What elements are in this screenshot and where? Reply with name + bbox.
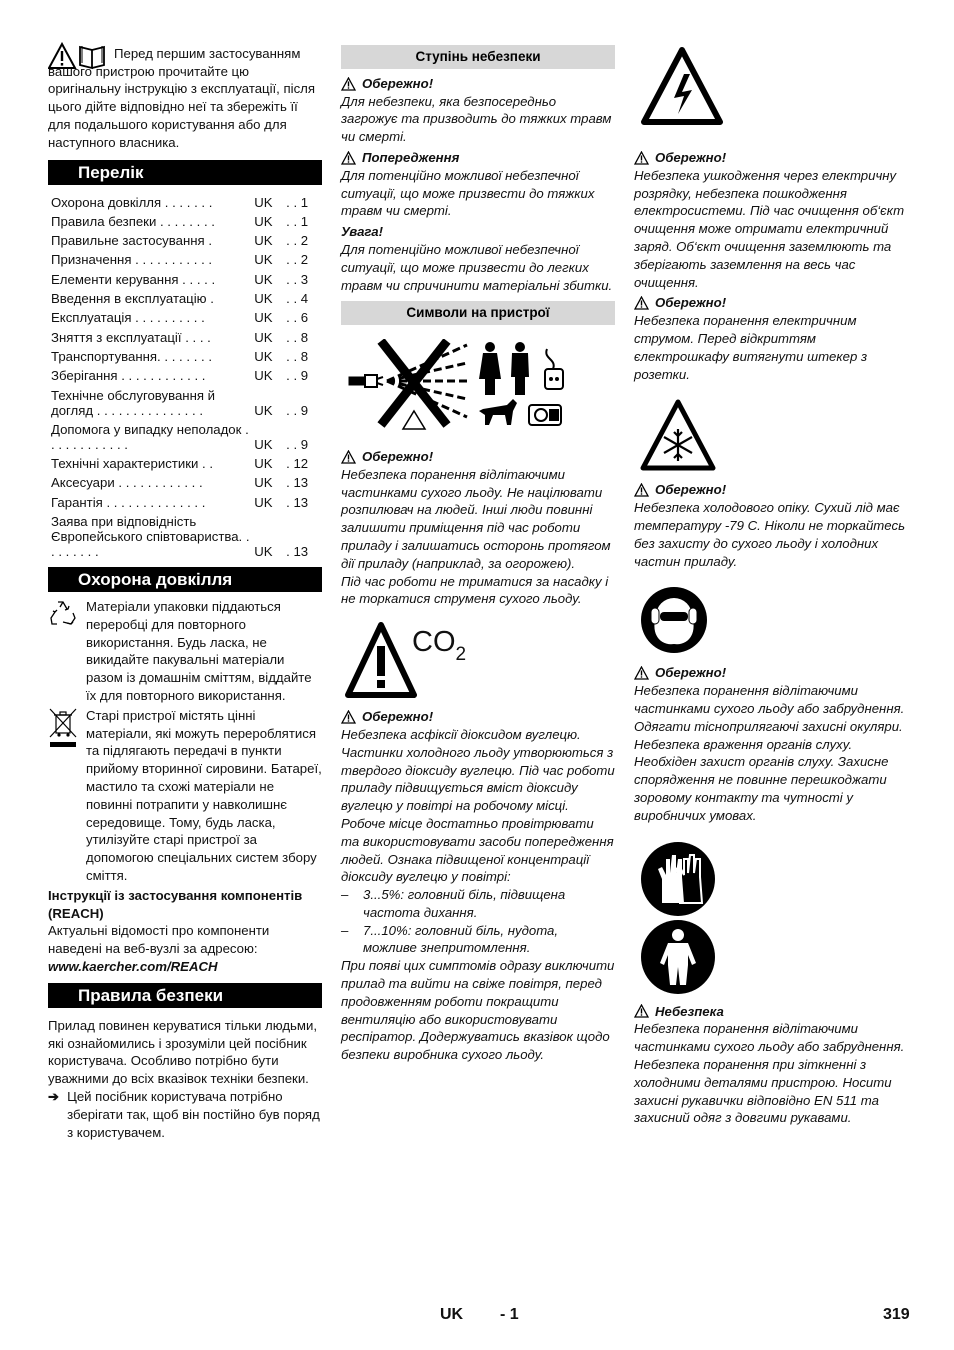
toc-item-page: . . 9 bbox=[286, 368, 309, 384]
toc-item-lang: UK bbox=[254, 402, 273, 418]
level-label: Обережно! bbox=[341, 75, 615, 93]
toc-heading: Перелік bbox=[48, 160, 322, 185]
toc-item-lang: UK bbox=[254, 271, 273, 287]
toc-item-lang: UK bbox=[254, 436, 273, 452]
toc-item-lang: UK bbox=[254, 329, 273, 345]
toc-item-title: Допомога у випадку неполадок . . . . . . . . . . . . bbox=[51, 421, 249, 452]
toc-item-page: . 13 bbox=[286, 544, 309, 560]
recycle-block bbox=[48, 598, 322, 705]
toc-item-lang: UK bbox=[254, 291, 273, 307]
safety-bullet-text: Цей посібник користувача потрібно зберігати так, щоб він постійно був поряд з користувачем. bbox=[67, 1088, 320, 1140]
toc-item-lang: UK bbox=[254, 310, 273, 326]
toc-item[interactable] bbox=[51, 514, 322, 559]
toc-item-page: . . 1 bbox=[286, 194, 309, 210]
toc-item-title: Призначення . . . . . . . . . . . bbox=[51, 252, 213, 268]
co2-warning-sign bbox=[345, 622, 615, 702]
warning-triangle-icon bbox=[341, 151, 356, 165]
safety-text: Прилад повинен керуватися тільки людьми, які ознайомились і зрозуміли цей посібник користувача. Особливо потрібно бути уважними до всіх вказівок техніки безпеки. bbox=[48, 1017, 318, 1087]
list-item: – 3...5%: головний біль, підвищена частота дихання. bbox=[341, 886, 615, 922]
symbols-heading: Символи на пристрої bbox=[341, 301, 615, 325]
co2-after-text: При появі цих симптомів одразу виключити прилад та вийти на свіже повітря, перед продовженням роботи покращити вентиляцію або використовувати респіратор. Додержуватись вказівок щодо безпеки виробника сухого льоду. bbox=[341, 958, 615, 1063]
toc-item-page: . . 9 bbox=[286, 402, 309, 418]
toc-item-title: Правила безпеки . . . . . . . . bbox=[51, 213, 215, 229]
warn-elec-text: Небезпека ушкодження через електричну розрядку, небезпека пошкодження електросистеми. Під час очищення об‘єкт очищення може отримати електричний заряд. Об‘єкт очищення заземлюють та зберігають заземлення на весь час очищення. bbox=[634, 167, 905, 290]
toc-list bbox=[51, 195, 322, 559]
toc-item-title: Зняття з експлуатації . . . . bbox=[51, 329, 211, 345]
level-text: Для потенційно можливої небезпечної ситуації, що може призвести до тяжких травм чи смерті. bbox=[341, 167, 595, 219]
toc-item-title: Зберігання . . . . . . . . . . . . bbox=[51, 368, 206, 384]
toc-item[interactable] bbox=[51, 252, 322, 267]
toc-item-page: . . 3 bbox=[286, 271, 309, 287]
toc-item-page: . . 8 bbox=[286, 329, 309, 345]
toc-item[interactable] bbox=[51, 368, 322, 383]
cold-hazard-sign bbox=[640, 399, 910, 475]
column-right bbox=[634, 46, 910, 1127]
toc-item-lang: UK bbox=[254, 494, 273, 510]
warn-ppe-text: Небезпека поранення відлітаючими частинками сухого льоду або забруднення. Одягати тіснoприлягаючі захисні окуляри. Небезпека враження органів слуху. Необхіден захист органів слуху. Захисне спорядження не повинне перешкоджати зоровому контакту та чутності у виробничих умовах. bbox=[634, 683, 905, 823]
toc-item[interactable] bbox=[51, 310, 322, 325]
warn-co2-text: Небезпека асфіксії діоксидом вуглецю. Частинки холодного льоду утворюються з твердого діоксиду вуглецю. Під час роботи приладу підвищується вміст діоксиду вуглецю у повітрі на робочому місці. Робоче місце достатньо провітрювати та використовувати засоби попередження людей. Ознака підвищеної концентрації діоксиду вуглецю у повітрі: bbox=[341, 726, 615, 885]
toc-item-title: Транспортування. . . . . . . . bbox=[51, 348, 213, 364]
toc-item[interactable] bbox=[51, 388, 322, 418]
danger-label: Небезпека bbox=[634, 1003, 910, 1021]
warn-ice-label: Обережно! bbox=[341, 448, 615, 466]
toc-item[interactable] bbox=[51, 214, 322, 229]
toc-item-page: . 13 bbox=[286, 494, 309, 510]
toc-item-title: Охорона довкілля . . . . . . . bbox=[51, 194, 213, 210]
weee-text: Старі пристрої містять цінні матеріали, які можуть перероблятися та підлягають передачі в пункти прийому вторинної сировини. Батареї, мастило та схожі матеріали не повинні потрапити у навколишнє середовище. Тому, будь ласка, утилізуйте старі пристрої за допомогою спеціальних систем збору сміття. bbox=[86, 707, 322, 883]
column-middle bbox=[341, 45, 615, 1064]
warn-ice-text: Небезпека поранення відлітаючими частинками сухого льоду. Не націлювати розпилювач на людей. Інші люди повинні залишити приміщення під час роботи приладу і залишатись осторонь протягом дії приладу (наприклад, за огорожею). bbox=[341, 466, 611, 571]
column-left bbox=[48, 40, 322, 1141]
toc-item-lang: UK bbox=[254, 368, 273, 384]
toc-item-lang: UK bbox=[254, 456, 273, 472]
warn-shock-label: Обережно! bbox=[634, 294, 910, 312]
footer-page-number: 319 bbox=[883, 1306, 910, 1323]
goggles-ear-protection-sign bbox=[640, 586, 910, 654]
toc-item-lang: UK bbox=[254, 194, 273, 210]
warn-ice-text2: Під час роботи не триматися за насадку і не торкатися струменя сухого льоду. bbox=[341, 573, 609, 607]
reach-link[interactable]: www.kaercher.com/REACH bbox=[48, 958, 218, 974]
recycle-text: Матеріали упаковки піддаються переробці для повторного використання. Будь ласка, не викидайте пакувальні матеріали разом із домашнім сміттям, віддайте їх для повторного використання. bbox=[86, 599, 312, 704]
level-text: Для потенційно можливої небезпечної ситуації, що може призвести до легких травм чи спричинити матеріальні збитки. bbox=[341, 241, 613, 293]
toc-item[interactable] bbox=[51, 456, 322, 471]
crossed-bin-icon bbox=[48, 707, 78, 885]
warn-shock-text: Небезпека поранення електричним струмом. Перед відкриттям єлектрошкафу витягнути штекер з розетки. bbox=[634, 313, 868, 382]
gloves-sign bbox=[640, 841, 910, 919]
toc-item-lang: UK bbox=[254, 544, 273, 560]
env-heading: Охорона довкілля bbox=[48, 567, 322, 592]
footer-section-page: - 1 bbox=[500, 1306, 519, 1323]
toc-item-page: . . 4 bbox=[286, 291, 309, 307]
levels-heading: Ступінь небезпеки bbox=[341, 45, 615, 69]
toc-item[interactable] bbox=[51, 195, 322, 210]
intro-text: Перед першим застосуванням вашого пристрою прочитайте цю оригінальну інструкцію з експлуатації, після цього дійте відповідно неї та збережіть її для подальшого користування або для наступного власника. bbox=[48, 45, 316, 150]
warning-triangle-icon bbox=[634, 483, 649, 497]
warn-co2-label: Обережно! bbox=[341, 708, 615, 726]
warning-triangle-icon bbox=[634, 151, 649, 165]
toc-item-title: Експлуатація . . . . . . . . . . bbox=[51, 310, 205, 326]
toc-item-title: Правильне застосування . bbox=[51, 233, 212, 249]
toc-item-lang: UK bbox=[254, 252, 273, 268]
toc-item[interactable] bbox=[51, 330, 322, 345]
warning-triangle-icon bbox=[341, 710, 356, 724]
toc-item-page: . 13 bbox=[286, 475, 309, 491]
toc-item-page: . . 8 bbox=[286, 348, 309, 364]
toc-item-lang: UK bbox=[254, 213, 273, 229]
toc-item-page: . 12 bbox=[286, 456, 309, 472]
toc-item[interactable] bbox=[51, 475, 322, 490]
toc-item-title: Заява при відповідність Європейського співтовариства. . . . . . . . . bbox=[51, 514, 250, 560]
high-voltage-sign bbox=[640, 46, 910, 146]
toc-item[interactable] bbox=[51, 495, 322, 510]
toc-item[interactable] bbox=[51, 422, 322, 452]
toc-item-title: Гарантія . . . . . . . . . . . . . . bbox=[51, 494, 206, 510]
level-label: Попередження bbox=[341, 149, 615, 167]
co2-symptom-list bbox=[341, 886, 615, 957]
safety-bullet bbox=[48, 1088, 322, 1141]
toc-item-title: Технічне обслуговування й догляд . . . . . . . . . . . . . . . bbox=[51, 387, 216, 418]
safety-heading: Правила безпеки bbox=[48, 983, 322, 1008]
toc-item[interactable] bbox=[51, 349, 322, 364]
toc-item-lang: UK bbox=[254, 475, 273, 491]
warn-cold-label: Обережно! bbox=[634, 481, 910, 499]
toc-item-lang: UK bbox=[254, 233, 273, 249]
warn-elec-label: Обережно! bbox=[634, 149, 910, 167]
recycle-icon bbox=[48, 598, 78, 705]
toc-item-title: Аксесуари . . . . . . . . . . . . bbox=[51, 475, 203, 491]
toc-item-page: . . 2 bbox=[286, 252, 309, 268]
toc-item-title: Технічні характеристики . . bbox=[51, 456, 213, 472]
warning-triangle-icon bbox=[341, 77, 356, 91]
list-item: – 7...10%: головний біль, нудота, можливе знепритомлення. bbox=[341, 922, 615, 958]
toc-item[interactable] bbox=[51, 291, 322, 306]
toc-item-page: . . 1 bbox=[286, 213, 309, 229]
toc-item[interactable] bbox=[51, 233, 322, 248]
reach-title: Інструкції із застосування компонентів (REACH) bbox=[48, 887, 303, 921]
toc-item-title: Введення в експлуатацію . bbox=[51, 291, 214, 307]
reach-text: Актуальні відомості про компоненти наведені на веб-вузлі за адресою: bbox=[48, 923, 270, 957]
warn-cold-text: Небезпека холодового опіку. Сухий лід має температуру -79 С. Ніколи не торкайтесь без захисту до сухого льоду і холодних частин приладу. bbox=[634, 500, 906, 569]
toc-item-title: Елементи керування . . . . . bbox=[51, 271, 216, 287]
level-label: Увага! bbox=[341, 224, 383, 240]
co2-sign-sub: 2 bbox=[455, 644, 467, 666]
warning-triangle-icon bbox=[341, 450, 356, 464]
toc-item[interactable] bbox=[51, 272, 322, 287]
warning-triangle-icon bbox=[634, 1004, 649, 1018]
warning-triangle-icon bbox=[634, 296, 649, 310]
no-spray-at-people-pictogram bbox=[347, 339, 615, 438]
toc-item-page: . . 2 bbox=[286, 233, 309, 249]
levels-list bbox=[341, 75, 615, 295]
footer-lang: UK bbox=[440, 1306, 464, 1323]
toc-item-page: . . 6 bbox=[286, 310, 309, 326]
warn-ppe-label: Обережно! bbox=[634, 664, 910, 682]
toc-item-page: . . 9 bbox=[286, 436, 309, 452]
arrow-icon: ➔ bbox=[48, 1088, 60, 1104]
protective-suit-sign bbox=[640, 919, 910, 997]
co2-sign-text: CO bbox=[412, 626, 456, 659]
weee-block bbox=[48, 707, 322, 885]
level-text: Для небезпеки, яка безпосередньо загрожує та призводить до тяжких травм чи смерті. bbox=[341, 93, 612, 145]
danger-text: Небезпека поранення відлітаючими частинками сухого льоду або забруднення. Небезпека поранення при зіткненні з холодними деталями пристрою. Носити захисні рукавички відповідно EN 511 та захисний одяг з довгими рукавами. bbox=[634, 1021, 905, 1126]
toc-item-lang: UK bbox=[254, 348, 273, 364]
warning-triangle-icon bbox=[634, 666, 649, 680]
